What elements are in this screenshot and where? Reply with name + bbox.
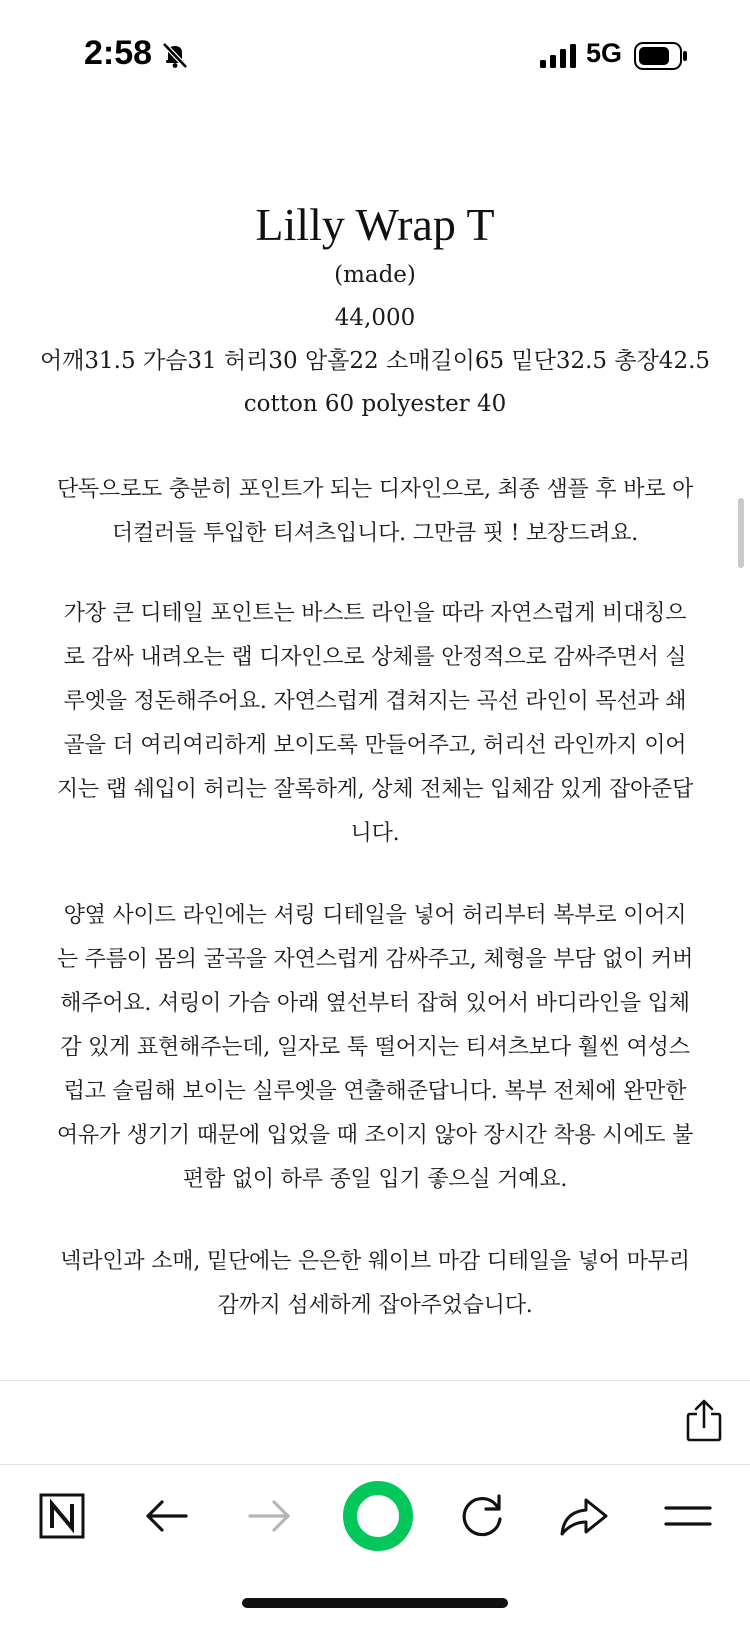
description-line: 넥라인과 소매, 밑단에는 은은한 웨이브 마감 디테일을 넣어 마무리 xyxy=(60,1249,690,1274)
signal-icon xyxy=(540,44,576,68)
description-line: 단독으로도 충분히 포인트가 되는 디자인으로, 최종 샘플 후 바로 아 xyxy=(56,477,694,502)
description-line: 골을 더 여리여리하게 보이도록 만들어주고, 허리선 라인까지 이어 xyxy=(63,733,687,758)
description-line: 감까지 섬세하게 잡아주었습니다. xyxy=(217,1293,533,1318)
description-line: 여유가 생기기 때문에 입었을 때 조이지 않아 장시간 착용 시에도 불 xyxy=(56,1123,694,1148)
product-price: 44,000 xyxy=(334,305,416,331)
description-line: 더컬러들 투입한 티셔츠입니다. 그만큼 핏 ! 보장드려요. xyxy=(111,521,639,546)
home-indicator[interactable] xyxy=(242,1598,508,1608)
menu-icon[interactable] xyxy=(658,1486,718,1546)
product-sizes: 어깨31.5 가슴31 허리30 암홀22 소매길이65 밑단32.5 총장42.5 xyxy=(39,348,711,374)
scrollbar-thumb[interactable] xyxy=(738,498,744,568)
product-material: cotton 60 polyester 40 xyxy=(243,391,507,417)
description-line: 감 있게 표현해주는데, 일자로 툭 떨어지는 티셔츠보다 훨씬 여성스 xyxy=(60,1035,690,1060)
description-paragraph-3 xyxy=(32,894,718,1202)
page-action-bar xyxy=(0,1380,750,1465)
product-tag: (made) xyxy=(334,262,416,288)
description-line: 니다. xyxy=(350,821,400,846)
description-line: 지는 랩 쉐입이 허리는 잘록하게, 상체 전체는 입체감 있게 잡아준답 xyxy=(56,777,694,802)
naver-n-icon[interactable] xyxy=(32,1486,92,1546)
share-icon[interactable] xyxy=(684,1398,724,1444)
green-home-icon[interactable] xyxy=(338,1476,418,1556)
description-line: 편함 없이 하루 종일 입기 좋으실 거예요. xyxy=(182,1167,568,1192)
bell-muted-icon xyxy=(160,40,190,70)
description-line: 가장 큰 디테일 포인트는 바스트 라인을 따라 자연스럽게 비대칭으 xyxy=(63,601,687,626)
description-paragraph-2 xyxy=(32,592,718,856)
status-bar xyxy=(0,0,750,110)
share-arrow-icon[interactable] xyxy=(554,1486,614,1546)
network-type: 5G xyxy=(586,38,623,68)
description-line: 양옆 사이드 라인에는 셔링 디테일을 넣어 허리부터 복부로 이어지 xyxy=(63,903,687,928)
description-paragraph-4 xyxy=(32,1240,718,1328)
description-paragraph-1 xyxy=(32,468,718,556)
product-name: Lilly Wrap T xyxy=(255,199,495,250)
battery-icon xyxy=(634,42,688,70)
description-line: 해주어요. 셔링이 가슴 아래 옆선부터 잡혀 있어서 바디라인을 입체 xyxy=(60,991,690,1016)
description-line: 루엣을 정돈해주어요. 자연스럽게 겹쳐지는 곡선 라인이 목선과 쇄 xyxy=(63,689,687,714)
forward-arrow-icon[interactable] xyxy=(240,1486,300,1546)
status-time: 2:58 xyxy=(84,34,153,72)
description-line: 럽고 슬림해 보이는 실루엣을 연출해준답니다. 복부 전체에 완만한 xyxy=(63,1079,687,1104)
description-line: 로 감싸 내려오는 랩 디자인으로 상체를 안정적으로 감싸주면서 실 xyxy=(63,645,687,670)
back-arrow-icon[interactable] xyxy=(136,1486,196,1546)
description-line: 는 주름이 몸의 굴곡을 자연스럽게 감싸주고, 체형을 부담 없이 커버 xyxy=(56,947,694,972)
reload-icon[interactable] xyxy=(452,1486,512,1546)
